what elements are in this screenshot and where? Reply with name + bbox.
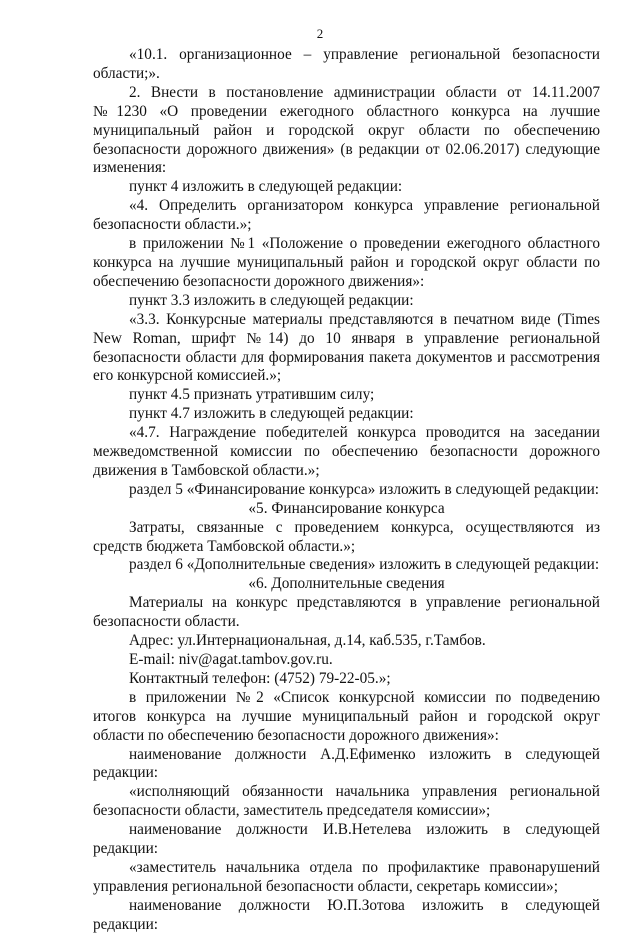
- paragraph: «10.1. организационное – управление региональной безопасности области;».: [93, 46, 600, 82]
- paragraph: 2. Внести в постановление администрации области от 14.11.2007 №1230 «О проведении ежегодного областного конкурса на лучшие муниципальный район и городской округ области по обеспечению безопасности дорожного движения» (в редакции от 02.06.2017) следующие изменения:: [93, 83, 600, 177]
- paragraph: пункт 4 изложить в следующей редакции:: [129, 178, 403, 196]
- paragraph: «4.7. Награждение победителей конкурса проводится на заседании межведомственной комиссии по обеспечению безопасности дорожного движения в Тамбовской области.»;: [93, 424, 600, 479]
- document-body: [93, 46, 600, 935]
- paragraph: «3.3. Конкурсные материалы представляются в печатном виде (Times New Roman, шрифт №14) до 10 января в управление региональной безопасности области для формирования пакета документов и рассмотрения его конкурсной комиссией.»;: [93, 310, 600, 385]
- paragraph: «заместитель начальника отдела по профилактике правонарушений управления региональной безопасности области, секретарь комиссии»;: [93, 858, 600, 895]
- paragraph: E-mail: niv@agat.tambov.gov.ru.: [129, 651, 333, 668]
- paragraph: в приложении №1 «Положение о проведении ежегодного областного конкурса на лучшие муниципальный район и городской округ области по обеспечению безопасности дорожного движения»:: [93, 235, 600, 290]
- section-heading: «5. Финансирование конкурса: [248, 499, 445, 517]
- paragraph: наименование должности Ю.П.Зотова изложить в следующей редакции:: [93, 896, 600, 933]
- paragraph: «4. Определить организатором конкурса управление региональной безопасности области.»;: [93, 197, 600, 234]
- paragraph: Контактный телефон: (4752) 79-22-05.»;: [129, 669, 391, 687]
- paragraph: пункт 4.5 признать утратившим силу;: [129, 386, 375, 404]
- paragraph: Затраты, связанные с проведением конкурса, осуществляются из средств бюджета Тамбовской области.»;: [93, 518, 600, 555]
- paragraph: «исполняющий обязанности начальника управления региональной безопасности области, заместитель председателя комиссии»;: [93, 783, 600, 820]
- paragraph: в приложении №2 «Список конкурсной комиссии по подведению итогов конкурса на лучшие муниципальный район и городской округ области по обеспечению безопасности дорожного движения»:: [93, 688, 600, 744]
- paragraph: Адрес: ул.Интернациональная, д.14, каб.535, г.Тамбов.: [129, 632, 486, 650]
- paragraph: наименование должности И.В.Нетелева изложить в следующей редакции:: [93, 821, 600, 858]
- paragraph: раздел 5 «Финансирование конкурса» изложить в следующей редакции:: [129, 480, 600, 498]
- section-heading: «6. Дополнительные сведения: [248, 575, 445, 593]
- paragraph: Материалы на конкурс представляются в управление региональной безопасности области.: [93, 594, 600, 631]
- paragraph: наименование должности А.Д.Ефименко изложить в следующей редакции:: [93, 745, 600, 782]
- page-number: 2: [316, 26, 324, 41]
- paragraph: пункт 3.3 изложить в следующей редакции:: [129, 291, 414, 309]
- paragraph: пункт 4.7 изложить в следующей редакции:: [129, 405, 414, 423]
- paragraph: раздел 6 «Дополнительные сведения» изложить в следующей редакции:: [129, 556, 600, 574]
